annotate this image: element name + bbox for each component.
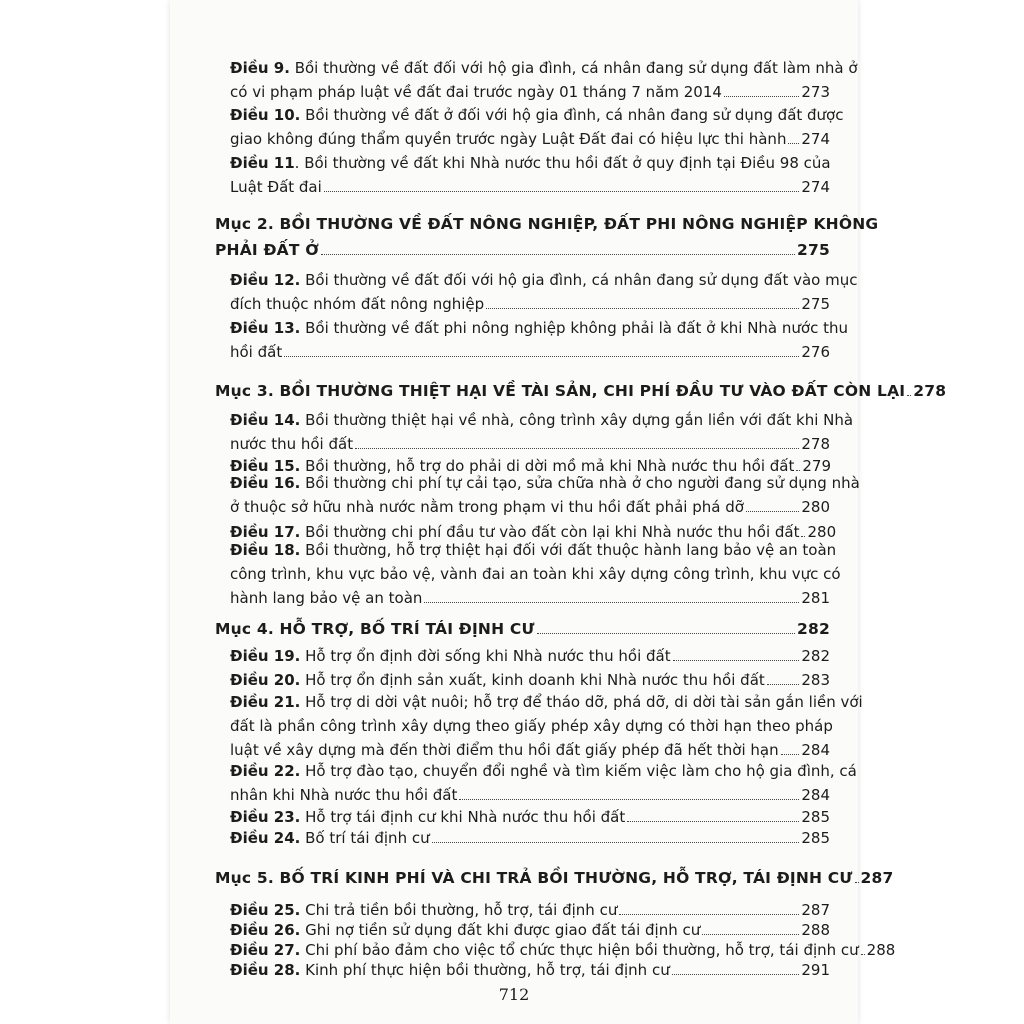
toc-entry-title: Hỗ trợ ổn định sản xuất, kinh doanh khi Nhà nước thu hồi đất — [305, 671, 765, 689]
toc-entry-line — [230, 940, 896, 960]
toc-entry-title: nước thu hồi đất — [230, 435, 354, 453]
toc-entry-label: Điều 12. — [230, 271, 301, 289]
toc-entry-line — [230, 473, 860, 493]
toc-section-title: Mục 3. BỒI THƯỜNG THIỆT HẠI VỀ TÀI SẢN, CHI PHÍ ĐẦU TƯ VÀO ĐẤT CÒN LẠI — [215, 382, 906, 400]
toc-page-number: 274 — [801, 130, 830, 148]
toc-page-number: 285 — [801, 808, 830, 826]
dot-leader — [424, 602, 799, 603]
toc-entry-line — [230, 153, 830, 173]
toc-entry-label: Điều 15. — [230, 457, 301, 475]
toc-page-number: 282 — [797, 620, 830, 638]
toc-entry-title: Luật Đất đai — [230, 178, 322, 196]
toc-entry-line — [230, 670, 830, 690]
toc-entry-label: Điều 18. — [230, 541, 301, 559]
dot-leader — [486, 308, 799, 309]
toc-entry-label: Điều 20. — [230, 671, 301, 689]
toc-section-title: Mục 2. BỒI THƯỜNG VỀ ĐẤT NÔNG NGHIỆP, ĐẤT PHI NÔNG NGHIỆP KHÔNG — [215, 215, 879, 233]
toc-page-number: 287 — [801, 901, 830, 919]
toc-section-title: PHẢI ĐẤT Ở — [215, 241, 319, 259]
toc-page-number: 273 — [801, 83, 830, 101]
toc-entry-title: Hỗ trợ di dời vật nuôi; hỗ trợ để tháo dỡ, phá dỡ, di dời tài sản gắn liền với — [305, 693, 863, 711]
dot-leader — [673, 660, 800, 661]
toc-entry-title: Hỗ trợ đào tạo, chuyển đổi nghề và tìm kiếm việc làm cho hộ gia đình, cá — [305, 762, 857, 780]
toc-entry-line — [230, 177, 830, 197]
toc-entry-line — [230, 692, 863, 712]
toc-entry-title: đích thuộc nhóm đất nông nghiệp — [230, 295, 485, 313]
toc-page-number: 274 — [801, 178, 830, 196]
toc-entry-label: Điều 14. — [230, 411, 301, 429]
toc-entry-label: Điều 24. — [230, 829, 301, 847]
toc-entry-line — [230, 785, 830, 805]
toc-entry-label: Điều 13. — [230, 319, 301, 337]
toc-entry-line — [230, 318, 848, 338]
dot-leader — [619, 914, 799, 915]
toc-entry-title: Kinh phí thực hiện bồi thường, hỗ trợ, tái định cư — [305, 961, 670, 979]
toc-entry-label: Điều 27. — [230, 941, 301, 959]
toc-entry-title: Ghi nợ tiền sử dụng đất khi được giao đất tái định cư — [305, 921, 701, 939]
dot-leader — [861, 954, 865, 955]
toc-section-title: Mục 4. HỖ TRỢ, BỐ TRÍ TÁI ĐỊNH CƯ — [215, 620, 535, 638]
toc-entry-line — [230, 588, 830, 608]
toc-entry-label: Điều 23. — [230, 808, 301, 826]
toc-section-line — [215, 868, 894, 888]
toc-page-number: 278 — [801, 435, 830, 453]
dot-leader — [537, 633, 795, 634]
toc-entry-title: Bồi thường chi phí tự cải tạo, sửa chữa nhà ở cho người đang sử dụng nhà — [305, 474, 860, 492]
toc-entry-label: Điều 17. — [230, 523, 301, 541]
toc-entry-line — [230, 105, 844, 125]
book-page — [170, 0, 947, 1024]
toc-entry-line — [230, 410, 854, 430]
toc-entry-line — [230, 740, 830, 760]
toc-entry-title: Bồi thường về đất đối với hộ gia đình, cá nhân đang sử dụng đất vào mục — [305, 271, 858, 289]
toc-entry-line — [230, 82, 830, 102]
toc-entry-label: Điều 19. — [230, 647, 301, 665]
dot-leader — [284, 356, 799, 357]
toc-entry-line — [230, 270, 858, 290]
toc-entry-line — [230, 342, 830, 362]
toc-page-number: 278 — [913, 382, 947, 400]
dot-leader — [702, 934, 799, 935]
toc-page-number: 284 — [801, 741, 830, 759]
toc-entry-line — [230, 900, 830, 920]
dot-leader — [788, 143, 799, 144]
dot-leader — [724, 96, 799, 97]
toc-entry-title: Bồi thường chi phí đầu tư vào đất còn lại khi Nhà nước thu hồi đất — [305, 523, 800, 541]
toc-entry-line — [230, 564, 841, 584]
toc-entry-label: Điều 16. — [230, 474, 301, 492]
toc-entry-line — [230, 761, 857, 781]
toc-page-number: 291 — [801, 961, 830, 979]
dot-leader — [907, 395, 911, 396]
toc-entry-label: Điều 26. — [230, 921, 301, 939]
toc-entry-title: luật về xây dựng mà đến thời điểm thu hồi đất giấy phép đã hết thời hạn — [230, 741, 779, 759]
toc-entry-title: Bố trí tái định cư — [305, 829, 430, 847]
toc-entry-label: Điều 11 — [230, 154, 295, 172]
toc-page-number: 283 — [801, 671, 830, 689]
toc-entry-title: giao không đúng thẩm quyền trước ngày Luật Đất đai có hiệu lực thi hành — [230, 130, 787, 148]
toc-entry-label: Điều 21. — [230, 693, 301, 711]
toc-entry-title: Bồi thường về đất phi nông nghiệp không phải là đất ở khi Nhà nước thu — [305, 319, 848, 337]
dot-leader — [321, 254, 795, 255]
dot-leader — [781, 754, 800, 755]
toc-section-title: Mục 5. BỐ TRÍ KINH PHÍ VÀ CHI TRẢ BỒI THƯỜNG, HỖ TRỢ, TÁI ĐỊNH CƯ — [215, 869, 853, 887]
toc-entry-line — [230, 807, 830, 827]
toc-entry-line — [230, 522, 837, 542]
toc-page-number: 281 — [801, 589, 830, 607]
toc-entry-line — [230, 434, 830, 454]
toc-page-number: 275 — [801, 295, 830, 313]
toc-entry-label: Điều 10. — [230, 106, 301, 124]
toc-entry-line — [230, 540, 837, 560]
toc-page-number: 279 — [802, 457, 832, 475]
toc-entry-line — [230, 646, 830, 666]
dot-leader — [672, 974, 800, 975]
toc-entry-title: . Bồi thường về đất khi Nhà nước thu hồi đất ở quy định tại Điều 98 của — [294, 154, 831, 172]
toc-entry-title: công trình, khu vực bảo vệ, vành đai an toàn khi xây dựng công trình, khu vực có — [230, 565, 841, 583]
toc-entry-line — [230, 716, 833, 736]
toc-entry-title: ở thuộc sở hữu nhà nước nằm trong phạm vi thu hồi đất phải phá dỡ — [230, 498, 744, 516]
dot-leader — [355, 448, 799, 449]
toc-page-number: 288 — [866, 941, 896, 959]
dot-leader — [796, 470, 800, 471]
toc-entry-line — [230, 497, 830, 517]
toc-entry-line — [230, 294, 830, 314]
toc-entry-title: Chi trả tiền bồi thường, hỗ trợ, tái định cư — [305, 901, 618, 919]
dot-leader — [801, 536, 805, 537]
toc-entry-label: Điều 25. — [230, 901, 301, 919]
toc-page-number: 287 — [860, 869, 894, 887]
toc-entry-title: Hỗ trợ ổn định đời sống khi Nhà nước thu hồi đất — [305, 647, 671, 665]
toc-entry-title: Bồi thường, hỗ trợ do phải di dời mồ mả khi Nhà nước thu hồi đất — [305, 457, 795, 475]
dot-leader — [855, 882, 859, 883]
page-number: 712 — [498, 985, 530, 1004]
toc-entry-title: hồi đất — [230, 343, 283, 361]
toc-section-line — [215, 619, 830, 639]
toc-section-line — [215, 240, 830, 260]
toc-entry-title: có vi phạm pháp luật về đất đai trước ngày 01 tháng 7 năm 2014 — [230, 83, 722, 101]
dot-leader — [746, 511, 799, 512]
toc-page-number: 276 — [801, 343, 830, 361]
toc-entry-title: Bồi thường, hỗ trợ thiệt hại đối với đất thuộc hành lang bảo vệ an toàn — [305, 541, 837, 559]
toc-entry-line — [230, 129, 830, 149]
dot-leader — [459, 799, 799, 800]
toc-entry-title: nhân khi Nhà nước thu hồi đất — [230, 786, 458, 804]
toc-entry-label: Điều 9. — [230, 59, 290, 77]
dot-leader — [627, 821, 799, 822]
toc-page-number: 282 — [801, 647, 830, 665]
toc-entry-line — [230, 920, 830, 940]
toc-entry-title: Bồi thường về đất đối với hộ gia đình, cá nhân đang sử dụng đất làm nhà ở — [294, 59, 858, 77]
toc-entry-title: Bồi thường thiệt hại về nhà, công trình xây dựng gắn liền với đất khi Nhà — [305, 411, 854, 429]
dot-leader — [324, 191, 800, 192]
toc-section-line — [215, 214, 879, 234]
toc-page-number: 280 — [801, 498, 830, 516]
toc-entry-title: đất là phần công trình xây dựng theo giấy phép xây dựng có thời hạn theo pháp — [230, 717, 833, 735]
toc-entry-line — [230, 960, 830, 980]
toc-page-number: 288 — [801, 921, 830, 939]
dot-leader — [767, 684, 800, 685]
dot-leader — [432, 842, 800, 843]
toc-entry-label: Điều 28. — [230, 961, 301, 979]
toc-page-number: 285 — [801, 829, 830, 847]
toc-entry-title: hành lang bảo vệ an toàn — [230, 589, 423, 607]
toc-entry-line — [230, 58, 858, 78]
toc-entry-label: Điều 22. — [230, 762, 301, 780]
toc-page-number: 275 — [797, 241, 830, 259]
toc-entry-title: Hỗ trợ tái định cư khi Nhà nước thu hồi đất — [305, 808, 626, 826]
toc-page-number: 280 — [807, 523, 837, 541]
toc-section-line — [215, 381, 947, 401]
toc-entry-title: Chi phí bảo đảm cho việc tổ chức thực hiện bồi thường, hỗ trợ, tái định cư — [305, 941, 859, 959]
toc-entry-line — [230, 828, 830, 848]
toc-entry-title: Bồi thường về đất ở đối với hộ gia đình, cá nhân đang sử dụng đất được — [305, 106, 844, 124]
toc-page-number: 284 — [801, 786, 830, 804]
